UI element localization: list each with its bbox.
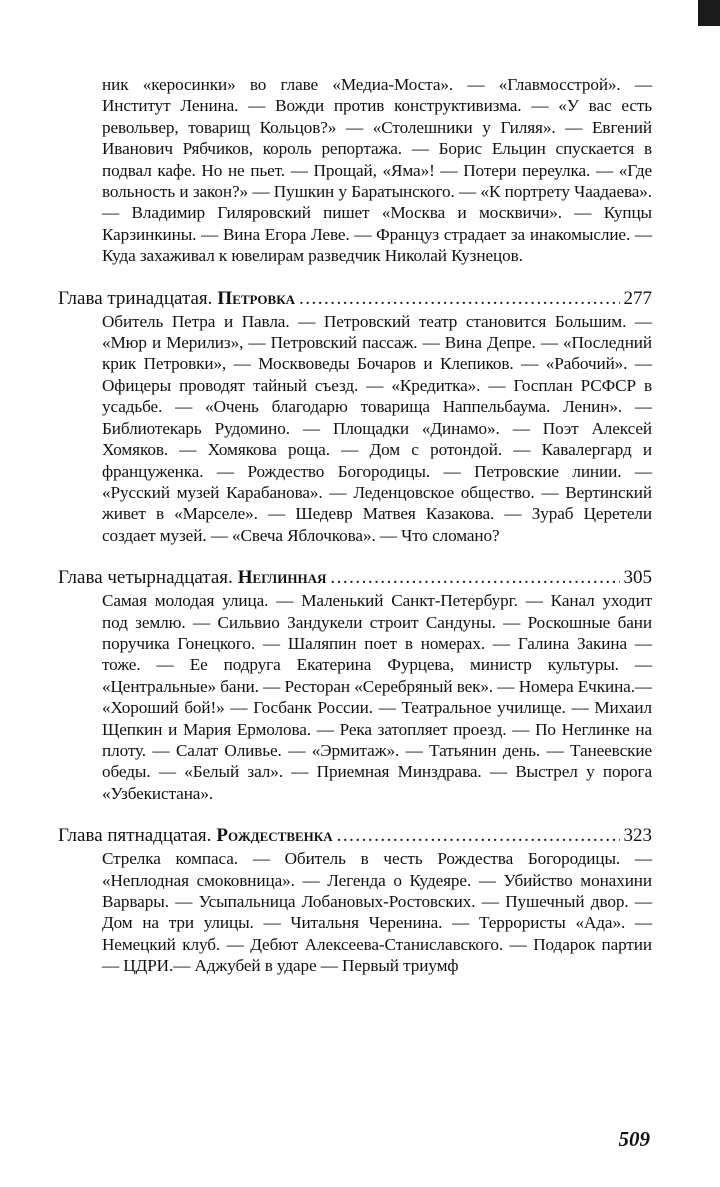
chapter-label: Глава пятнадцатая. [58,825,212,847]
dot-leader [337,824,620,848]
chapter-13 [58,287,652,546]
toc-page [58,74,652,977]
chapter-summary: Стрелка компаса. — Обитель в честь Рождества Богородицы. — «Неплодная смоковница». — Легенда о Кудеяре. — Убийство монахини Варвары. — Усыпальница Лобановых-Ростовских. — Пушечный двор. — Дом на три улицы. — Читальня Черенина. — Террористы «Ада». — Немецкий клуб. — Дебют Алексеева-Станиславского. — Подарок партии — ЦДРИ.— Аджубей в ударе — Первый триумф [102,849,652,976]
scan-corner-mark [698,0,720,26]
chapter-label: Глава четырнадцатая. [58,567,233,589]
chapter-title: Петровка [217,287,296,309]
chapter-label: Глава тринадцатая. [58,287,213,309]
previous-chapter-summary: ник «керосинки» во главе «Медиа-Моста». — «Главмосстрой». — Институт Ленина. — Вожди против конструктивизма. — «У вас есть револьвер, товарищ Кольцов?» — «Столешники у Гиляя». — Евгений Иванович Рябчиков, король репортажа. — Борис Ельцин спускается в подвал кафе. Но не пьет. — Прощай, «Яма»! — Потери переулка. — «Где вольность и закон?» — Пушкин у Баратынского. — «К портрету Чаадаева». — Владимир Гиляровский пишет «Москва и москвичи». — Купцы Карзинкины. — Вина Егора Леве. — Француз страдает за инакомыслие. — Куда захаживал к ювелирам разведчик Николай Кузнецов. [102,75,652,266]
chapter-page-number: 305 [623,567,652,589]
chapter-page-number: 323 [623,825,652,847]
dot-leader [330,566,619,590]
chapter-14 [58,566,652,804]
chapter-heading [58,824,652,848]
page-number: 509 [618,1127,650,1151]
chapter-summary: Самая молодая улица. — Маленький Санкт-Петербург. — Канал уходит под землю. — Сильвио Зандукели строит Сандуны. — Роскошные бани поручика Гонецкого. — Шаляпин поет в номерах. — Галина Закина — тоже. — Ее подруга Екатерина Фурцева, министр культуры. — «Центральные» бани. — Ресторан «Серебряный век». — Номера Ечкина.— «Хороший бой!» — Госбанк России. — Театральное училище. — Михаил Щепкин и Мария Ермолова. — Река затопляет проезд. — По Неглинке на плоту. — Салат Оливье. — «Эрмитаж». — Татьянин день. — Танеевские обеды. — «Белый зал». — Приемная Минздрава. — Выстрел у порога «Узбекистана». [102,591,652,803]
chapter-heading [58,566,652,590]
chapter-heading [58,287,652,311]
chapter-15 [58,824,652,976]
chapter-title: Неглинная [237,567,327,589]
chapter-page-number: 277 [623,287,652,309]
chapter-title: Рождественка [216,825,333,847]
dot-leader [299,287,619,311]
chapter-summary: Обитель Петра и Павла. — Петровский театр становится Большим. — «Мюр и Мерилиз», — Петровский пассаж. — Вина Депре. — «Последний крик Петровки», — Москвоведы Бочаров и Клепиков. — «Рабочий». — Офицеры проводят тайный съезд. — «Кредитка». — Госплан РСФСР в усадьбе. — «Очень благодарю товарища Наппельбаума. Ленин». — Библиотекарь Рудомино. — Площадки «Динамо». — Поэт Алексей Хомяков. — Хомякова роща. — Дом с ротондой. — Кавалергард и француженка. — Рождество Богородицы. — Петровские линии. — «Русский музей Карабанова». — Леденцовское общество. — Вертинский живет в «Марселе». — Шедевр Матвея Казакова. — Зураб Церетели создает музей. — «Свеча Яблочкова». — Что сломано? [102,311,652,545]
